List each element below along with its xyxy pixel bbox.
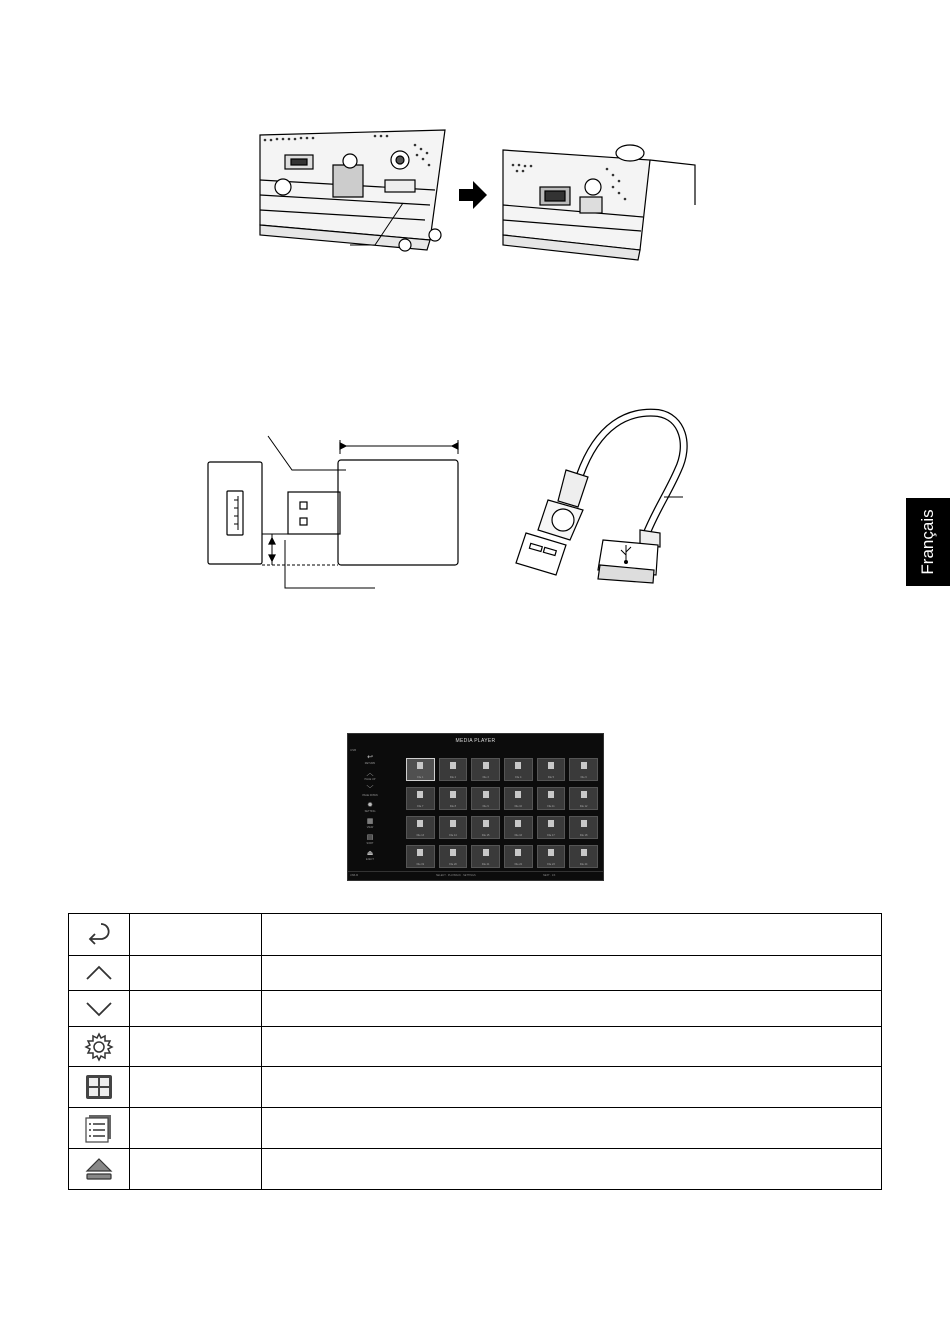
- document-icon: [548, 791, 554, 798]
- media-player-title: MEDIA PLAYER: [455, 738, 496, 744]
- menu-return[interactable]: ↩ RETURN: [350, 754, 390, 768]
- file-thumbnail[interactable]: [439, 758, 468, 781]
- icon-cell: [69, 914, 130, 956]
- language-side-tab: [906, 498, 950, 586]
- name-cell: [130, 1108, 262, 1149]
- icon-cell: [69, 1108, 130, 1149]
- footer-left: USB-M: [350, 874, 359, 877]
- icon-cell: [69, 991, 130, 1027]
- name-cell: [130, 914, 262, 956]
- footer-center: SELECT · PLAYBACK · SETTINGS: [436, 874, 476, 877]
- description-cell: [262, 1027, 882, 1067]
- return-icon: [84, 920, 114, 950]
- gear-icon: [84, 1032, 114, 1062]
- document-icon: [450, 762, 456, 769]
- file-name: File 21: [481, 863, 490, 866]
- usb-plug: [288, 492, 340, 534]
- icon-cell: [69, 1149, 130, 1190]
- menu-setting[interactable]: ✹ SETTING: [350, 802, 390, 816]
- file-thumbnail[interactable]: [569, 758, 598, 781]
- name-cell: [130, 956, 262, 991]
- document-icon: [581, 849, 587, 856]
- menu-sort[interactable]: ▤ SORT: [350, 834, 390, 848]
- file-name: File 12: [579, 805, 588, 808]
- chevron-up-icon: [84, 963, 114, 983]
- description-cell: [262, 991, 882, 1027]
- file-thumbnail[interactable]: [406, 816, 435, 839]
- table-row: [69, 1027, 882, 1067]
- document-icon: [417, 849, 423, 856]
- name-cell: [130, 1027, 262, 1067]
- table-row: [69, 1149, 882, 1190]
- file-name: File 13: [416, 834, 425, 837]
- file-thumbnail[interactable]: [406, 758, 435, 781]
- chevron-down-icon: ﹀: [366, 786, 374, 793]
- document-icon: [450, 849, 456, 856]
- file-thumbnail[interactable]: [439, 845, 468, 868]
- return-icon: ↩: [367, 754, 373, 761]
- description-cell: [262, 1108, 882, 1149]
- icon-function-table: [68, 913, 882, 1190]
- gear-icon: ✹: [367, 802, 373, 809]
- file-name: File 18: [579, 834, 588, 837]
- document-icon: [581, 820, 587, 827]
- table-row: [69, 914, 882, 956]
- file-thumbnail[interactable]: [569, 845, 598, 868]
- view-icon: ▦: [366, 818, 374, 825]
- document-icon: [548, 762, 554, 769]
- table-row: [69, 1108, 882, 1149]
- file-thumbnail[interactable]: [504, 816, 533, 839]
- document-icon: [548, 849, 554, 856]
- document-icon: [581, 762, 587, 769]
- file-name: File 14: [449, 834, 457, 837]
- file-thumbnail[interactable]: [471, 758, 500, 781]
- file-name: File 4: [515, 776, 522, 779]
- description-cell: [262, 914, 882, 956]
- menu-view[interactable]: ▦ VIEW: [350, 818, 390, 832]
- description-cell: [262, 1149, 882, 1190]
- file-name: File 20: [449, 863, 457, 866]
- list-sort-icon: [84, 1113, 114, 1143]
- media-player-source: USB: [350, 748, 357, 752]
- document-icon: [483, 762, 489, 769]
- description-cell: [262, 1067, 882, 1108]
- chevron-down-icon: [84, 999, 114, 1019]
- icon-cell: [69, 1027, 130, 1067]
- file-name: File 16: [514, 834, 523, 837]
- menu-eject[interactable]: ⏏ EJECT: [350, 850, 390, 864]
- file-name: File 24: [579, 863, 588, 866]
- file-name: File 15: [481, 834, 490, 837]
- document-icon: [483, 849, 489, 856]
- table-row: [69, 1067, 882, 1108]
- name-cell: [130, 1149, 262, 1190]
- icon-cell: [69, 956, 130, 991]
- document-icon: [417, 820, 423, 827]
- file-thumbnail[interactable]: [471, 816, 500, 839]
- usb-device-body: [338, 460, 458, 565]
- file-thumbnail[interactable]: [569, 816, 598, 839]
- document-icon: [450, 791, 456, 798]
- chevron-up-icon: ︿: [366, 770, 374, 777]
- panel-before: [260, 130, 445, 251]
- file-thumbnail[interactable]: [537, 758, 566, 781]
- file-thumbnail[interactable]: [439, 816, 468, 839]
- document-icon: [548, 820, 554, 827]
- file-name: File 6: [580, 776, 587, 779]
- grid-view-icon: [84, 1073, 114, 1101]
- file-thumbnail[interactable]: [471, 845, 500, 868]
- document-icon: [515, 762, 521, 769]
- menu-page-down[interactable]: ﹀ PAGE DOWN: [350, 786, 390, 800]
- name-cell: [130, 991, 262, 1027]
- file-thumbnail[interactable]: [537, 816, 566, 839]
- file-name: File 8: [449, 805, 457, 808]
- menu-page-up[interactable]: ︿ PAGE UP: [350, 770, 390, 784]
- language-label: Français: [918, 509, 937, 575]
- icon-cell: [69, 1067, 130, 1108]
- file-name: File 11: [547, 805, 555, 808]
- file-name: File 9: [482, 805, 489, 808]
- file-thumbnail[interactable]: [471, 787, 500, 810]
- table-row: [69, 956, 882, 991]
- document-icon: [483, 820, 489, 827]
- file-name: File 1: [417, 776, 424, 779]
- file-thumbnail[interactable]: [569, 787, 598, 810]
- document-icon: [515, 820, 521, 827]
- media-player-footer: [348, 871, 603, 880]
- file-thumbnail[interactable]: [537, 845, 566, 868]
- document-icon: [515, 849, 521, 856]
- file-name: File 19: [416, 863, 425, 866]
- document-icon: [450, 820, 456, 827]
- file-name: File 17: [547, 834, 555, 837]
- file-thumbnail[interactable]: [406, 787, 435, 810]
- description-cell: [262, 956, 882, 991]
- file-name: File 5: [547, 776, 555, 779]
- media-player-side-menu: [350, 752, 390, 868]
- usb-dimension-diagram: [200, 430, 460, 595]
- media-player-screen: [347, 733, 604, 881]
- name-cell: [130, 1067, 262, 1108]
- cover-removal-illustration: [255, 125, 700, 265]
- arrow-right-icon: [459, 181, 487, 209]
- eject-icon: ⏏: [366, 850, 374, 857]
- footer-right: NEXT · 1/3: [543, 874, 556, 877]
- file-name: File 10: [514, 805, 523, 808]
- file-thumbnail[interactable]: [537, 787, 566, 810]
- file-name: File 7: [417, 805, 424, 808]
- file-name: File 23: [547, 863, 555, 866]
- file-thumbnail[interactable]: [439, 787, 468, 810]
- file-name: File 3: [482, 776, 489, 779]
- file-thumbnail[interactable]: [504, 787, 533, 810]
- sort-icon: ▤: [366, 834, 374, 841]
- table-row: [69, 991, 882, 1027]
- file-name: File 22: [514, 863, 523, 866]
- file-thumbnail[interactable]: [504, 845, 533, 868]
- document-icon: [581, 791, 587, 798]
- eject-icon: [84, 1156, 114, 1182]
- document-icon: [417, 791, 423, 798]
- file-name: File 2: [449, 776, 457, 779]
- file-thumbnail[interactable]: [406, 845, 435, 868]
- file-thumbnail-grid: [406, 758, 598, 868]
- document-icon: [515, 791, 521, 798]
- document-icon: [417, 762, 423, 769]
- usb-extension-cable: [508, 405, 700, 585]
- file-thumbnail[interactable]: [504, 758, 533, 781]
- panel-after: [503, 145, 695, 260]
- document-icon: [483, 791, 489, 798]
- usb-port-slot: [227, 491, 243, 535]
- usb-port-housing: [208, 462, 262, 564]
